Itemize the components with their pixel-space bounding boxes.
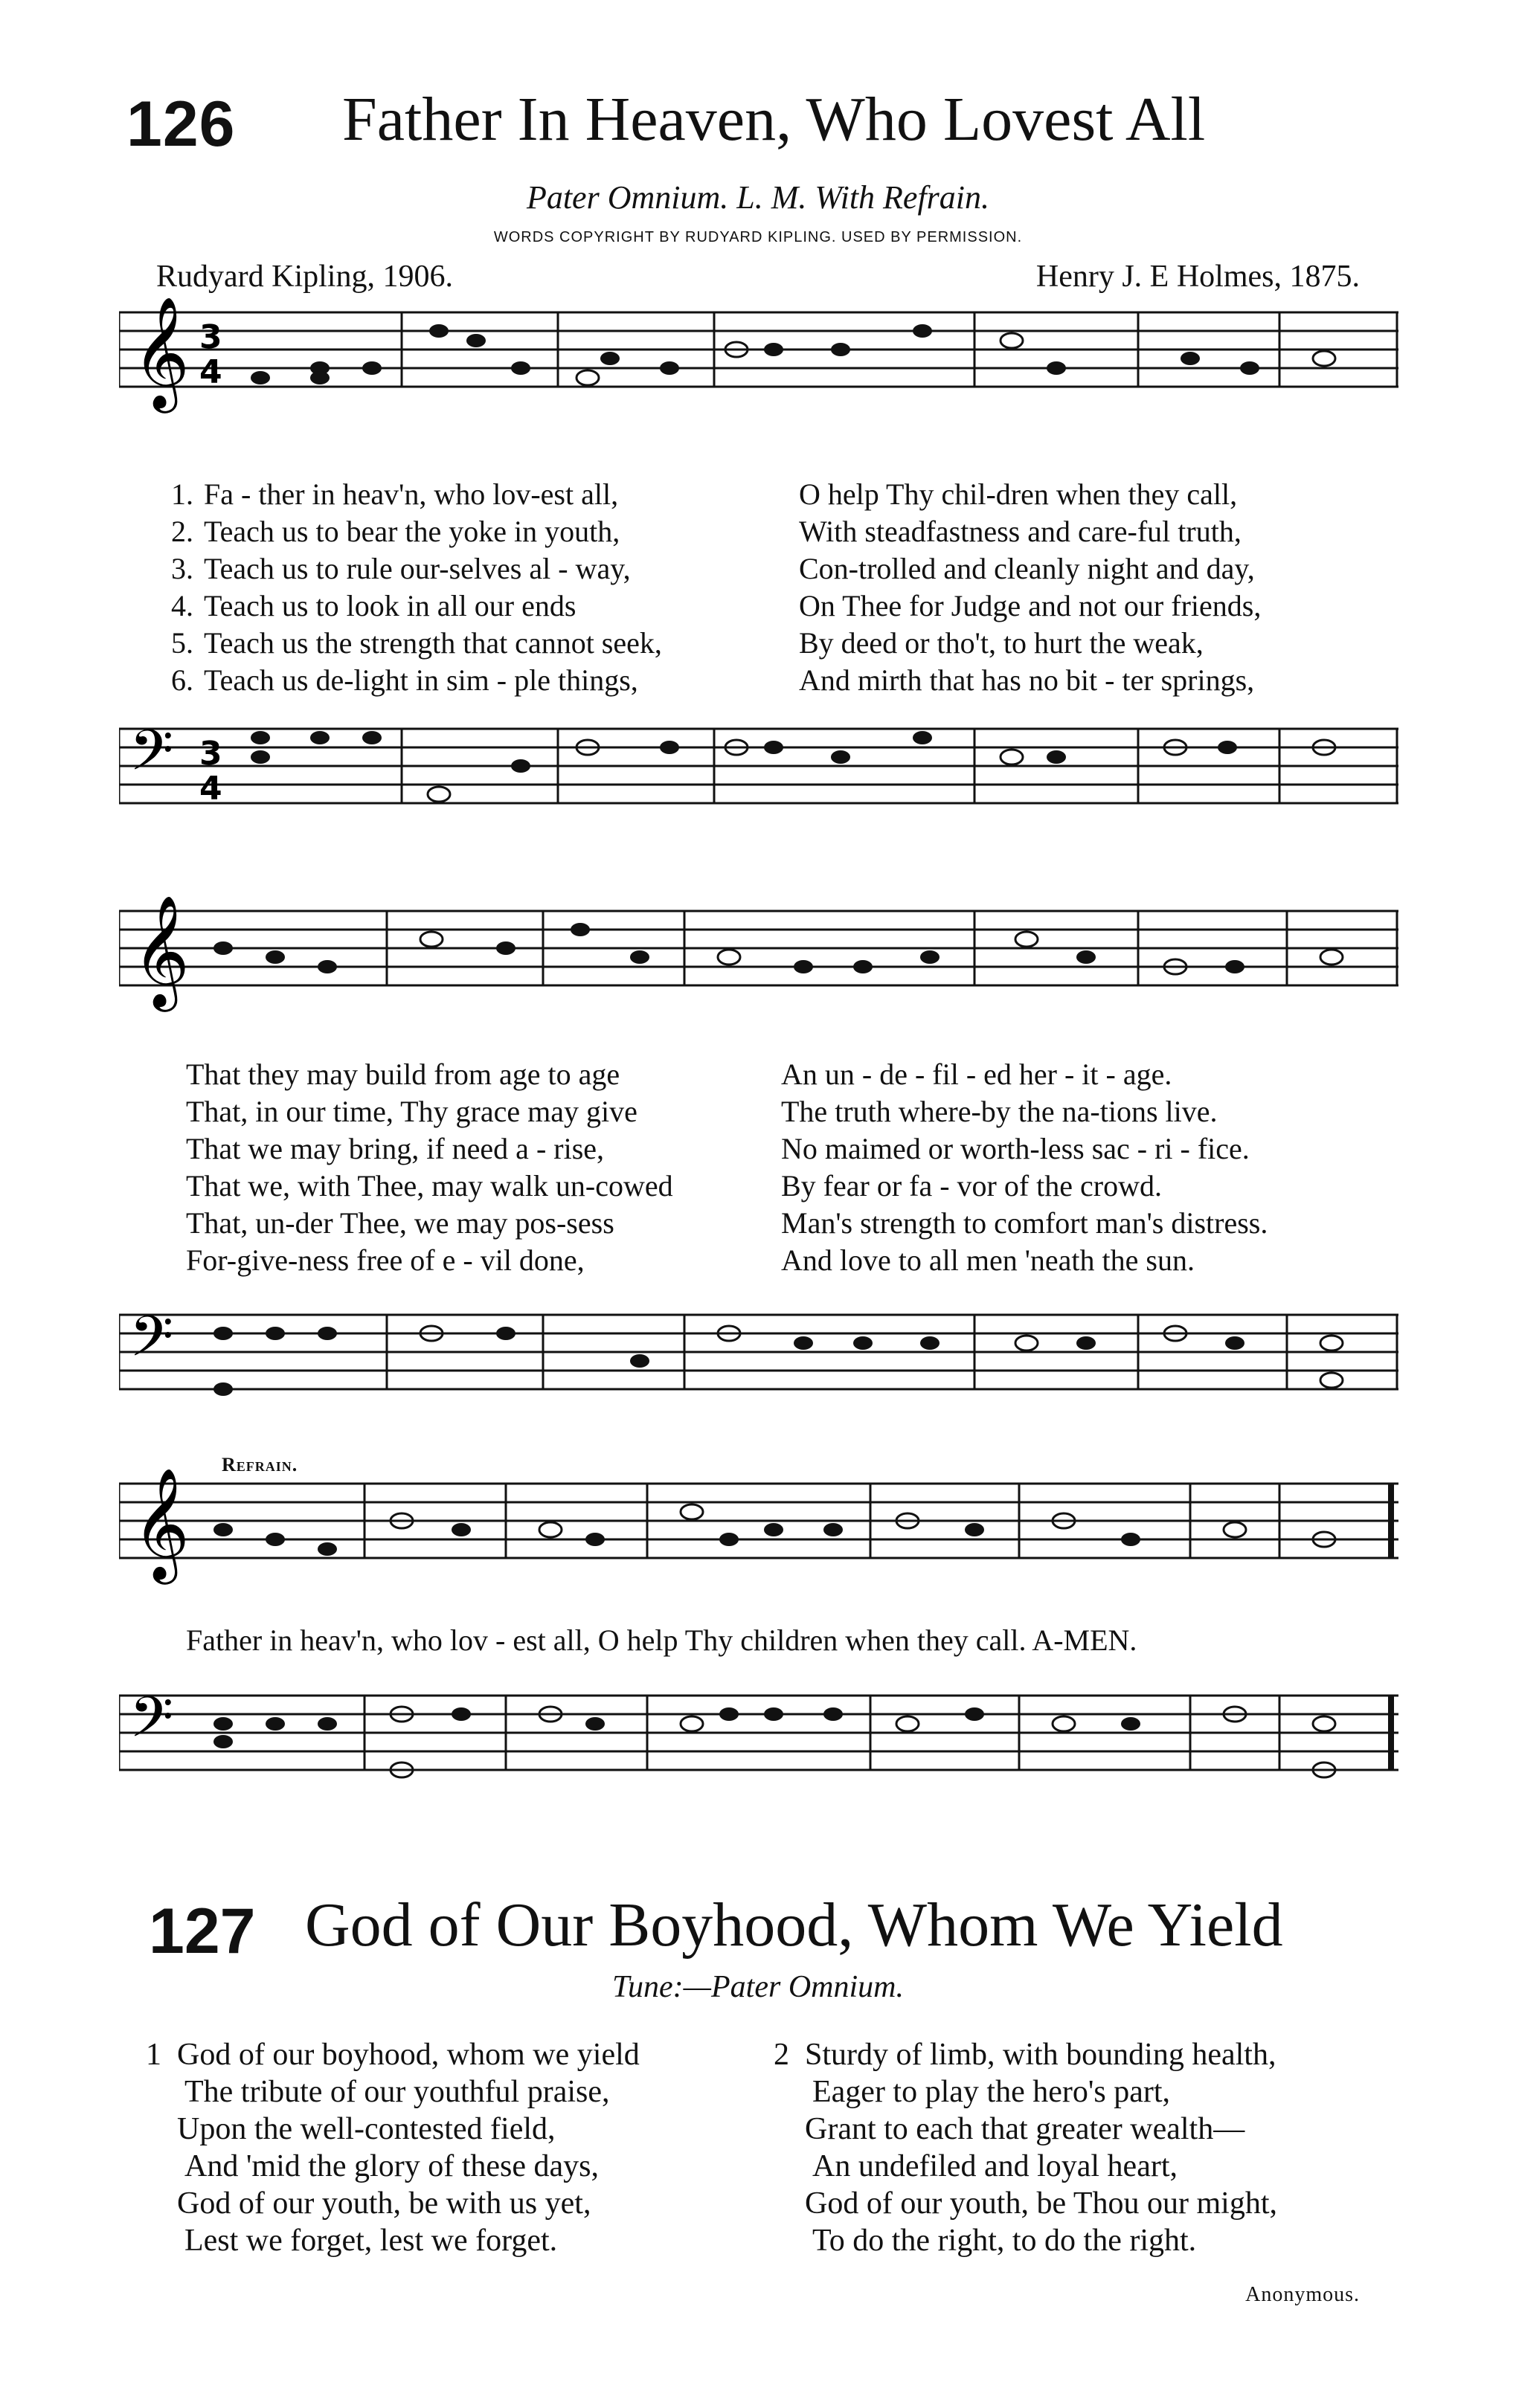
verse-line	[149, 662, 1398, 699]
svg-text:𝄞: 𝄞	[132, 896, 190, 1007]
verse-number: 6.	[171, 663, 193, 697]
verse-text-b: Con-trolled and cleanly night and day,	[799, 552, 1255, 585]
treble-staff-2	[119, 896, 1398, 1007]
verse-line	[186, 1242, 1391, 1279]
verse-line	[149, 587, 1398, 625]
svg-text:4: 4	[199, 353, 222, 391]
stanza-line-text: Sturdy of limb, with bounding health,	[805, 2038, 1276, 2072]
verse-text-b: An un - de - fil - ed her - it - age.	[781, 1057, 1172, 1091]
stanza-line: Eager to play the hero's part,	[812, 2075, 1171, 2109]
verse-text-b: By deed or tho't, to hurt the weak,	[799, 626, 1204, 660]
verse-text-a: Teach us to bear the yoke in youth,	[204, 515, 620, 548]
verses-part-2	[186, 1056, 1391, 1279]
stanza-line: The tribute of our youthful praise,	[184, 2075, 610, 2109]
stanza-line-text: God of our boyhood, whom we yield	[177, 2038, 640, 2072]
verse-text-a: That, un-der Thee, we may pos-sess	[186, 1206, 614, 1240]
verse-text-a: Fa - ther in heav'n, who lov-est all,	[204, 477, 619, 511]
verse-text-a: Teach us to look in all our ends	[204, 589, 576, 622]
verses-part-1	[149, 476, 1398, 699]
verse-line	[186, 1093, 1391, 1130]
verse-text-a: For-give-ness free of e - vil done,	[186, 1243, 585, 1277]
verse-text-b: Man's strength to comfort man's distress.	[781, 1206, 1268, 1240]
verse-line	[186, 1130, 1391, 1168]
treble-staff-2-lines	[119, 896, 1398, 1015]
stanza-line: And 'mid the glory of these days,	[184, 2149, 599, 2183]
hymn-126-number: 126	[126, 88, 236, 160]
verse-text-b: The truth where-by the na-tions live.	[781, 1095, 1218, 1128]
hymn-127-number: 127	[149, 1896, 256, 1967]
svg-text:𝄞: 𝄞	[132, 297, 190, 408]
bass-staff-2-lines	[119, 1300, 1398, 1419]
hymn-127-stanza-1	[146, 2036, 741, 2259]
stanza-line: Grant to each that greater wealth—	[805, 2112, 1245, 2146]
verse-number: 1.	[171, 477, 193, 511]
treble-staff-3	[119, 1469, 1398, 1580]
stanza-line: God of our youth, be with us yet,	[177, 2186, 591, 2221]
treble-staff-3-lines	[119, 1469, 1398, 1588]
verse-text-a: That they may build from age to age	[186, 1057, 620, 1091]
treble-staff-1	[119, 297, 1398, 408]
verse-line	[149, 513, 1398, 550]
treble-staff-1-lines	[119, 297, 1398, 416]
svg-text:3: 3	[199, 318, 222, 356]
verse-line	[186, 1168, 1391, 1205]
stanza-number: 1	[146, 2038, 161, 2072]
stanza-number: 2	[774, 2038, 789, 2072]
verse-text-b: On Thee for Judge and not our friends,	[799, 589, 1262, 622]
hymn-127-attribution: Anonymous.	[1245, 2283, 1360, 2306]
verse-text-b: With steadfastness and care-ful truth,	[799, 515, 1242, 548]
verse-text-a: Teach us to rule our-selves al - way,	[204, 552, 631, 585]
verse-text-b: And love to all men 'neath the sun.	[781, 1243, 1195, 1277]
stanza-line: Upon the well-contested field,	[177, 2112, 556, 2146]
bass-staff-3-lines	[119, 1681, 1398, 1800]
stanza-line: An undefiled and loyal heart,	[812, 2149, 1178, 2183]
svg-text:3: 3	[199, 735, 222, 773]
bass-staff-3	[119, 1681, 1398, 1770]
bass-staff-2	[119, 1300, 1398, 1389]
verse-number: 3.	[171, 552, 193, 585]
verse-text-a: That, in our time, Thy grace may give	[186, 1095, 637, 1128]
verse-text-b: And mirth that has no bit - ter springs,	[799, 663, 1255, 697]
hymn-127-title: God of Our Boyhood, Whom We Yield	[305, 1890, 1283, 1960]
refrain-lyrics: Father in heav'n, who lov - est all, O help Thy children when they call. A-MEN.	[186, 1623, 1137, 1657]
verse-line	[149, 625, 1398, 662]
verse-text-a: Teach us the strength that cannot seek,	[204, 626, 662, 660]
hymn-126-meter: Pater Omnium. L. M. With Refrain.	[526, 179, 990, 216]
stanza-line: God of our youth, be Thou our might,	[805, 2186, 1278, 2221]
verse-text-b: By fear or fa - vor of the crowd.	[781, 1169, 1163, 1203]
svg-text:𝄢: 𝄢	[129, 1684, 174, 1764]
verse-text-a: That we, with Thee, may walk un-cowed	[186, 1169, 673, 1203]
stanza-line	[774, 2036, 1384, 2073]
verse-line	[186, 1205, 1391, 1242]
verse-line	[186, 1056, 1391, 1093]
svg-text:𝄞: 𝄞	[132, 1469, 190, 1580]
verse-number: 5.	[171, 626, 193, 660]
verse-text-b: O help Thy chil-dren when they call,	[799, 477, 1238, 511]
svg-text:𝄢: 𝄢	[129, 718, 174, 797]
hymn-126-title: Father In Heaven, Who Lovest All	[342, 85, 1206, 154]
stanza-line	[146, 2036, 741, 2073]
hymn-127-stanza-2	[774, 2036, 1384, 2259]
verse-line	[149, 476, 1398, 513]
hymn-127-tune: Tune:—Pater Omnium.	[612, 1970, 904, 2004]
verse-number: 4.	[171, 589, 193, 622]
verse-text-b: No maimed or worth-less sac - ri - fice.	[781, 1132, 1250, 1165]
hymn-126-composer: Henry J. E Holmes, 1875.	[1035, 260, 1360, 294]
copyright-notice: WORDS COPYRIGHT BY RUDYARD KIPLING. USED BY PERMISSION.	[493, 229, 1023, 245]
refrain-label: Refrain.	[222, 1454, 298, 1475]
verse-text-a: Teach us de-light in sim - ple things,	[204, 663, 638, 697]
verse-number: 2.	[171, 515, 193, 548]
bass-staff-1-lines	[119, 714, 1398, 833]
hymn-126-author: Rudyard Kipling, 1906.	[156, 260, 453, 294]
stanza-line: To do the right, to do the right.	[812, 2224, 1197, 2258]
bass-staff-1	[119, 714, 1398, 808]
verse-text-a: That we may bring, if need a - rise,	[186, 1132, 605, 1165]
svg-text:𝄢: 𝄢	[129, 1304, 174, 1383]
verse-line	[149, 550, 1398, 587]
stanza-line: Lest we forget, lest we forget.	[184, 2224, 558, 2258]
svg-text:4: 4	[199, 770, 222, 808]
